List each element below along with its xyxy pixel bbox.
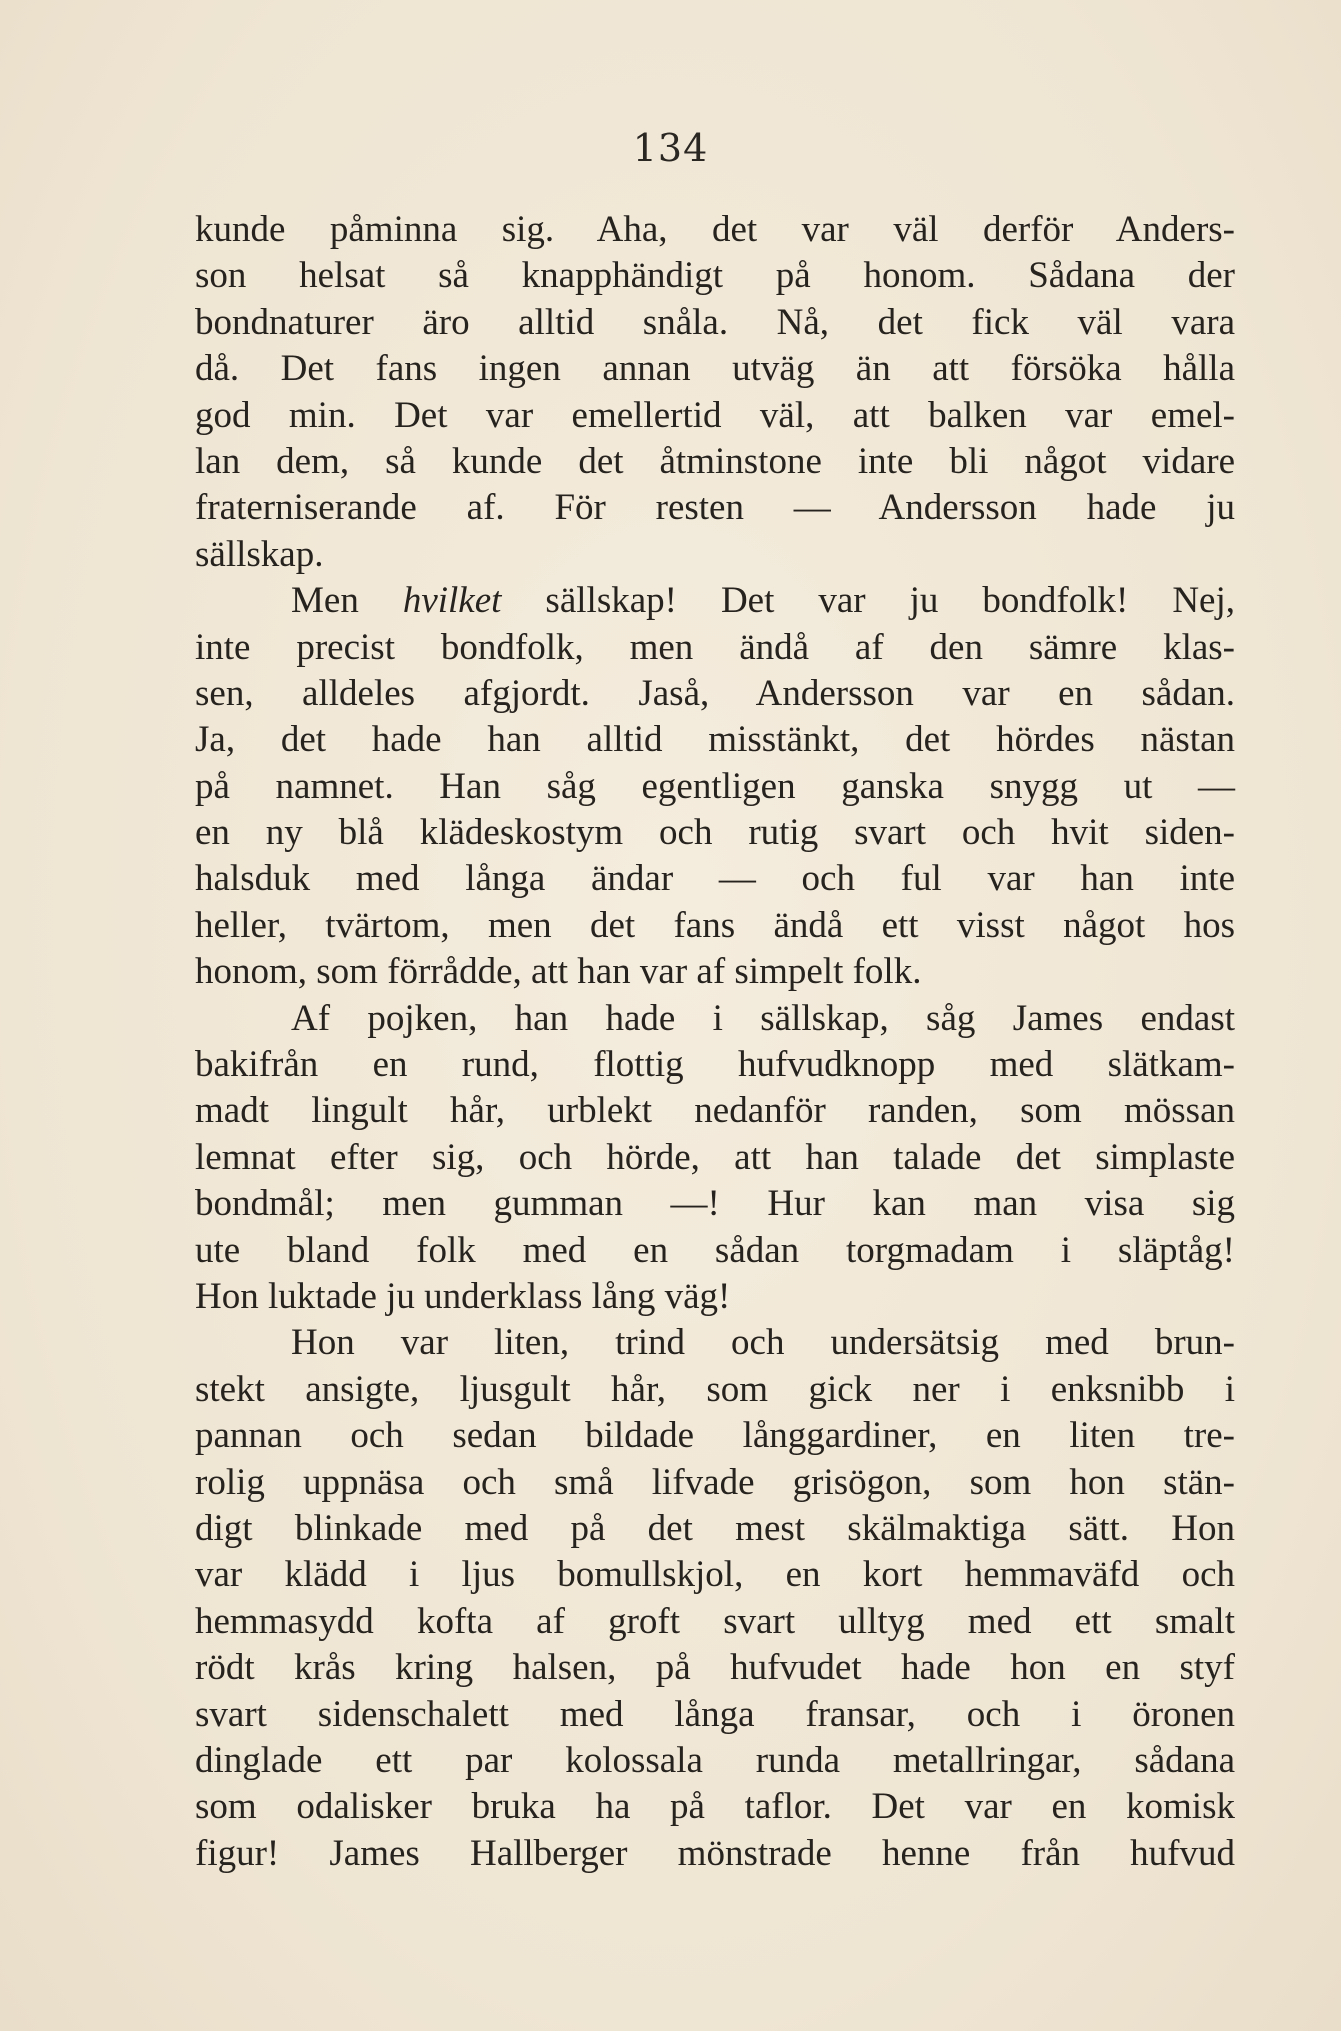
text-line: fraterniserande af. För resten — Andersson hade ju (195, 487, 1235, 529)
text-line: lan dem, så kunde det åtminstone inte bli något vidare (195, 440, 1235, 482)
text-line (195, 578, 1235, 624)
text-line: heller, tvärtom, men det fans ändå ett visst något hos (195, 904, 1235, 946)
text-line: rolig uppnäsa och små lifvade grisögon, som hon stän- (195, 1461, 1235, 1503)
text-line: sen, alldeles afgjordt. Jaså, Andersson var en sådan. (195, 672, 1235, 714)
text-line: Hon var liten, trind och undersätsig med brun- (291, 1322, 1235, 1364)
text-line: ute bland folk med en sådan torgmadam i släptåg! (195, 1229, 1235, 1271)
text-line: en ny blå kläde​skostym och rutig svart och hvit siden- (195, 812, 1235, 854)
text-line: dinglade ett par kolossala runda metallringar, sådana (195, 1739, 1235, 1781)
text-line: Af pojken, han hade i sällskap, såg James endast (291, 997, 1235, 1039)
italic-word: hvilket (402, 580, 502, 622)
text-segment: sällskap! Det var ju bondfolk! Nej, (501, 580, 1235, 622)
text-line: svart sidenschalett med långa fransar, och i öronen (195, 1693, 1235, 1735)
text-segment: Men (291, 580, 403, 622)
page-number: 134 (632, 126, 709, 170)
text-line: honom, som förrådde, att han var af simpelt folk. (195, 951, 922, 993)
text-line: halsduk med långa ändar — och ful var han inte (195, 858, 1235, 900)
text-line: som odalisker bruka ha på taflor. Det var en komisk (195, 1786, 1235, 1828)
text-line: bondmål; men gumman —! Hur kan man visa sig (195, 1183, 1235, 1225)
text-line: Ja, det hade han alltid misstänkt, det hördes nästan (195, 719, 1235, 761)
text-line: på namnet. Han såg egentligen ganska snygg ut — (195, 765, 1235, 807)
text-line: kunde påminna sig. Aha, det var väl derför Anders- (195, 209, 1235, 250)
text-line: då. Det fans ingen annan utväg än att försöka hålla (195, 348, 1235, 390)
text-line: var klädd i ljus bomullskjol, en kort hemmaväfd och (195, 1554, 1235, 1596)
text-line: lemnat efter sig, och hörde, att han talade det simplaste (195, 1136, 1235, 1178)
text-line: hemmasydd kofta af groft svart ulltyg med ett smalt (195, 1600, 1235, 1642)
text-line: son helsat så knapphändigt på honom. Sådana der (195, 255, 1235, 297)
text-line: pannan och sedan bildade långgardiner, en liten tre- (195, 1415, 1235, 1457)
text-line: inte precist bondfolk, men ändå af den sämre klas- (195, 626, 1235, 668)
text-line: Hon luktade ju underklass lång väg! (195, 1275, 731, 1317)
text-line: stekt ansigte, ljusgult hår, som gick ner i enksnibb i (195, 1368, 1235, 1410)
text-line: god min. Det var emellertid väl, att balken var emel- (195, 394, 1235, 436)
text-line: bakifrån en rund, flottig hufvudknopp med slätkam- (195, 1044, 1235, 1086)
text-line: rödt krås kring halsen, på hufvudet hade hon en styf (195, 1647, 1235, 1689)
text-line: sällskap. (195, 533, 324, 575)
text-line: digt blinkade med på det mest skälmaktiga sätt. Hon (195, 1507, 1235, 1549)
text-line: figur! James Hallberger mönstrade henne från hufvud (195, 1832, 1235, 1874)
text-line: bondnaturer äro alltid snåla. Nå, det fick väl vara (195, 301, 1235, 343)
body-text (195, 207, 1235, 1877)
text-line: madt lingult hår, urblekt nedanför randen, som mössan (195, 1090, 1235, 1132)
